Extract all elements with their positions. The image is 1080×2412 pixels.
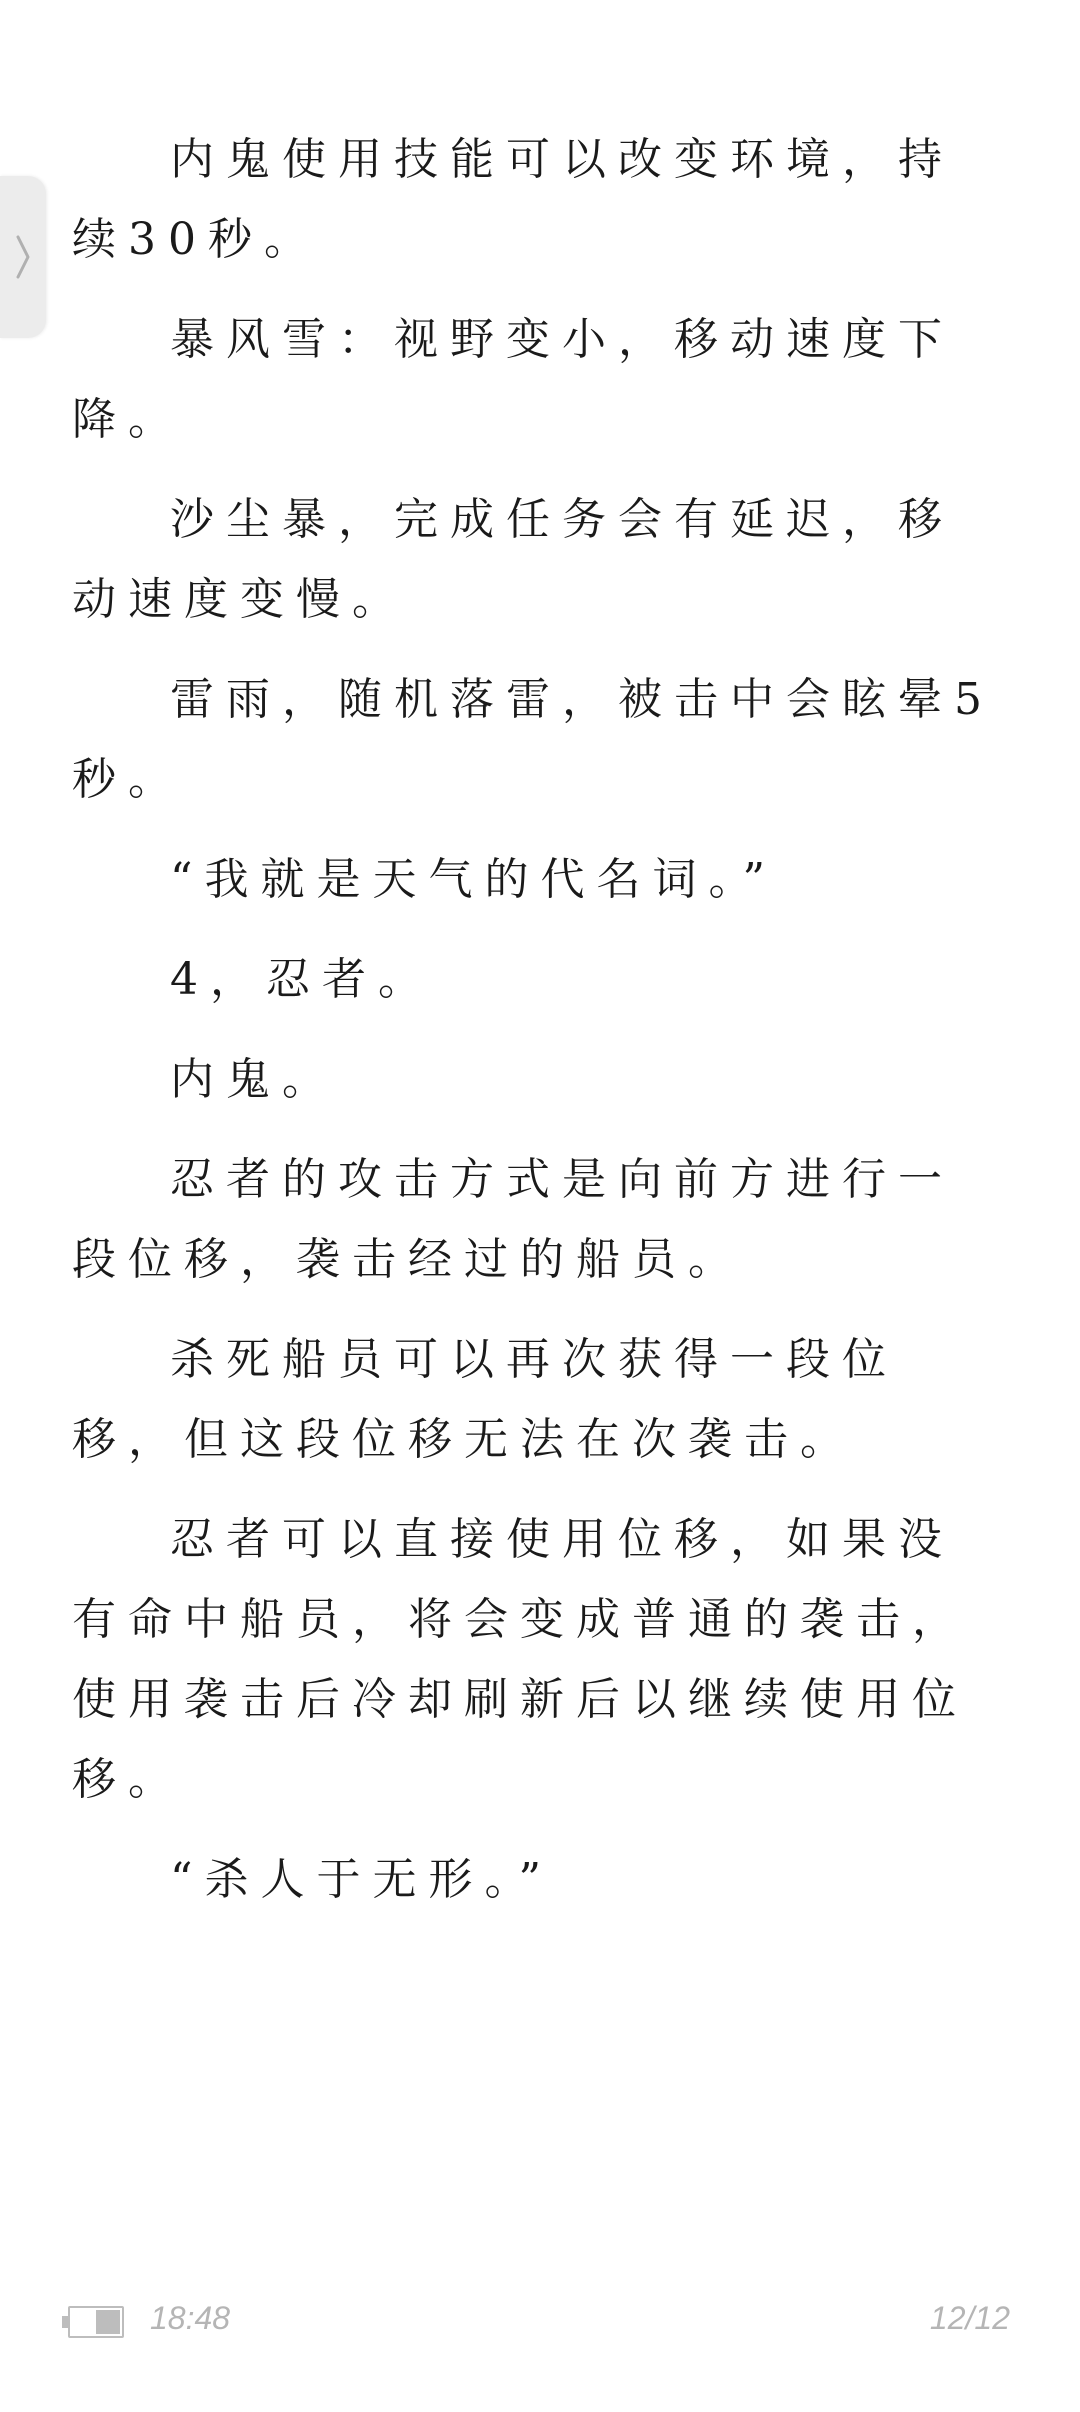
battery-icon bbox=[62, 2306, 126, 2338]
clock-time: 18:48 bbox=[150, 2300, 231, 2336]
paragraph: 内鬼。 bbox=[170, 1054, 338, 1105]
reader-status-bar bbox=[0, 2290, 1080, 2350]
side-menu-tab[interactable] bbox=[0, 176, 46, 338]
paragraph: 暴风雪：视野变小，移动速度下降。 bbox=[72, 314, 954, 445]
paragraph: 忍者的攻击方式是向前方进行一段位移，袭击经过的船员。 bbox=[72, 1154, 954, 1285]
reader-page-content[interactable] bbox=[72, 120, 1008, 1940]
paragraph: 杀死船员可以再次获得一段位移，但这段位移无法在次袭击。 bbox=[72, 1334, 898, 1465]
paragraph: 沙尘暴，完成任务会有延迟，移动速度变慢。 bbox=[72, 494, 954, 625]
paragraph: 4，忍者。 bbox=[170, 954, 434, 1005]
page-indicator: 12/12 bbox=[929, 2300, 1010, 2336]
paragraph: 雷雨，随机落雷，被击中会眩晕5秒。 bbox=[72, 674, 994, 805]
paragraph: 内鬼使用技能可以改变环境，持续30秒。 bbox=[72, 134, 954, 265]
paragraph: 忍者可以直接使用位移，如果没有命中船员，将会变成普通的袭击，使用袭击后冷却刷新后以继续使用位移。 bbox=[72, 1514, 968, 1805]
paragraph: “杀人于无形。” bbox=[170, 1854, 553, 1905]
paragraph: “我就是天气的代名词。” bbox=[170, 854, 777, 905]
chevron-right-icon bbox=[14, 233, 32, 281]
